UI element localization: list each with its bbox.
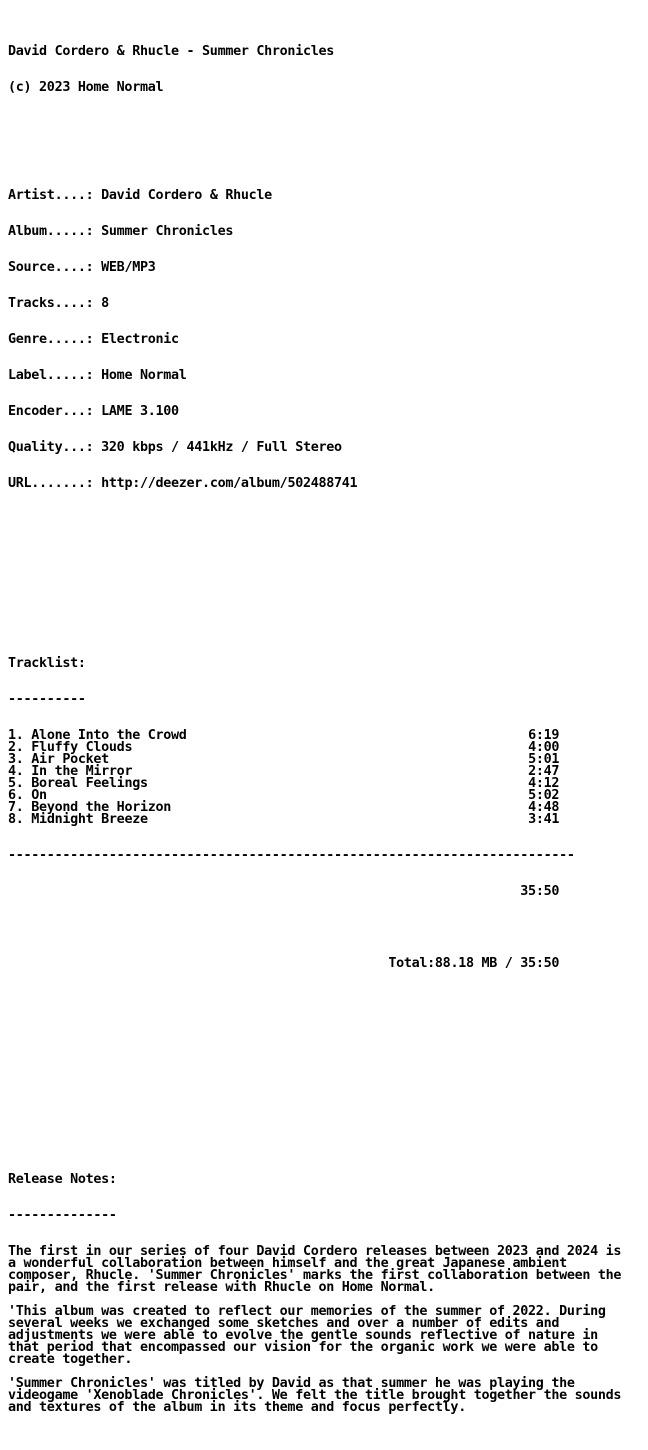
info-row-tracks <box>8 298 621 310</box>
copyright-line: (c) 2023 Home Normal <box>8 80 164 95</box>
info-key: Tracks....: <box>8 296 94 311</box>
total-duration: 35:50 <box>520 884 560 899</box>
release-notes-underline: -------------- <box>8 1208 117 1223</box>
track-list <box>8 730 621 826</box>
tracklist-separator: ------------------------------------------------------------------------- <box>8 848 575 863</box>
info-value: WEB/MP3 <box>101 260 156 275</box>
blank-line <box>8 1030 621 1042</box>
track-duration: 5:02 <box>528 788 560 803</box>
track-number: 6. <box>8 788 24 803</box>
track-number: 3. <box>8 752 24 767</box>
track-title: Alone Into the Crowd <box>31 728 187 743</box>
info-block <box>8 166 621 514</box>
release-notes-line: The first in our series of four David Cordero releases between 2023 and 2024 is <box>8 1244 622 1259</box>
track-duration: 3:41 <box>528 812 560 827</box>
info-value: Electronic <box>101 332 179 347</box>
info-value: Summer Chronicles <box>101 224 234 239</box>
release-title: David Cordero & Rhucle - Summer Chronicles <box>8 44 334 59</box>
track-title: Air Pocket <box>31 752 109 767</box>
release-notes-paragraph <box>8 1306 621 1366</box>
track-number: 2. <box>8 740 24 755</box>
info-row-encoder <box>8 406 621 418</box>
release-notes-line: pair, and the first release with Rhucle on Home Normal. <box>8 1280 435 1295</box>
tracklist-section <box>8 634 621 994</box>
total-size: Total:88.18 MB / 35:50 <box>388 956 560 971</box>
info-key: Encoder...: <box>8 404 94 419</box>
track-title: Midnight Breeze <box>31 812 148 827</box>
release-notes-line: that period that encompassed our vision for the organic work we were able to <box>8 1340 598 1355</box>
info-row-label <box>8 370 621 382</box>
track-title: Boreal Feelings <box>31 776 148 791</box>
info-value: Home Normal <box>101 368 187 383</box>
info-row-source <box>8 262 621 274</box>
track-duration: 4:00 <box>528 740 560 755</box>
blank-line <box>8 550 621 562</box>
info-key: Source....: <box>8 260 94 275</box>
info-value: LAME 3.100 <box>101 404 179 419</box>
nfo-document <box>8 22 621 1450</box>
release-notes-line: adjustments we were able to evolve the gentle sounds reflective of nature in <box>8 1328 598 1343</box>
release-notes-line: a wonderful collaboration between himself and the great Japanese ambient <box>8 1256 567 1271</box>
track-duration: 6:19 <box>528 728 560 743</box>
track-duration: 2:47 <box>528 764 560 779</box>
blank-line <box>8 922 621 934</box>
total-time-row <box>8 886 621 898</box>
blank-line <box>8 586 621 598</box>
blank-line <box>8 118 621 130</box>
track-number: 7. <box>8 800 24 815</box>
info-row-album <box>8 226 621 238</box>
release-notes-section <box>8 1150 621 1438</box>
release-notes-heading: Release Notes: <box>8 1172 117 1187</box>
release-notes-paragraph <box>8 1378 621 1414</box>
track-number: 8. <box>8 812 24 827</box>
info-row-artist <box>8 190 621 202</box>
blank-line <box>8 1102 621 1114</box>
info-value: http://deezer.com/album/502488741 <box>101 476 358 491</box>
info-row-genre <box>8 334 621 346</box>
info-key: Quality...: <box>8 440 94 455</box>
release-notes-line: several weeks we exchanged some sketches and over a number of edits and <box>8 1316 560 1331</box>
track-number: 4. <box>8 764 24 779</box>
track-title: Fluffy Clouds <box>31 740 133 755</box>
info-value: 8 <box>101 296 109 311</box>
info-row-url <box>8 478 621 490</box>
release-notes-line: videogame 'Xenoblade Chronicles'. We felt the title brought together the sounds <box>8 1388 622 1403</box>
info-key: URL.......: <box>8 476 94 491</box>
release-notes-line: 'This album was created to reflect our memories of the summer of 2022. During <box>8 1304 606 1319</box>
track-duration: 5:01 <box>528 752 560 767</box>
track-title: In the Mirror <box>31 764 133 779</box>
tracklist-underline: ---------- <box>8 692 86 707</box>
info-key: Album.....: <box>8 224 94 239</box>
info-key: Label.....: <box>8 368 94 383</box>
track-duration: 4:48 <box>528 800 560 815</box>
info-key: Genre.....: <box>8 332 94 347</box>
track-number: 5. <box>8 776 24 791</box>
release-notes-body <box>8 1246 621 1414</box>
blank-line <box>8 1066 621 1078</box>
track-number: 1. <box>8 728 24 743</box>
info-key: Artist....: <box>8 188 94 203</box>
track-row <box>8 814 621 826</box>
release-notes-line: create together. <box>8 1352 133 1367</box>
info-value: 320 kbps / 441kHz / Full Stereo <box>101 440 342 455</box>
release-notes-line: 'Summer Chronicles' was titled by David as that summer he was playing the <box>8 1376 575 1391</box>
tracklist-heading: Tracklist: <box>8 656 86 671</box>
release-notes-line: composer, Rhucle. 'Summer Chronicles' marks the first collaboration between the <box>8 1268 622 1283</box>
track-title: On <box>31 788 47 803</box>
release-notes-paragraph <box>8 1246 621 1294</box>
track-title: Beyond the Horizon <box>31 800 172 815</box>
total-size-row <box>8 958 621 970</box>
track-duration: 4:12 <box>528 776 560 791</box>
info-row-quality <box>8 442 621 454</box>
release-notes-line: and textures of the album in its theme and focus perfectly. <box>8 1400 466 1415</box>
info-value: David Cordero & Rhucle <box>101 188 272 203</box>
